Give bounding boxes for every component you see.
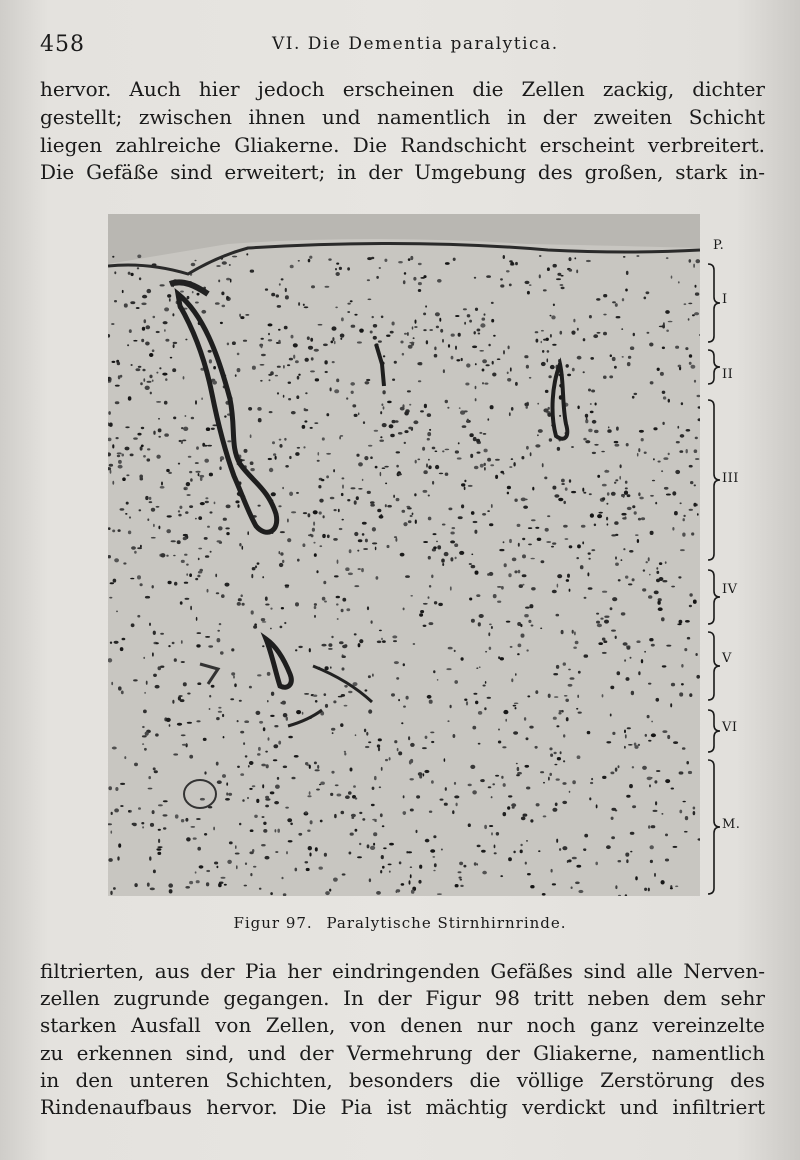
layer-label-p: P. xyxy=(713,238,725,253)
layer-bracket xyxy=(708,400,720,560)
layer-label-iv: IV xyxy=(722,582,738,597)
layer-label-i: I xyxy=(722,292,728,307)
layer-bracket xyxy=(708,632,720,700)
layer-label-vi: VI xyxy=(722,720,738,735)
figure-caption xyxy=(0,914,800,932)
text-line: zellen zugrunde gegangen. In der Figur 98 tritt neben dem sehr xyxy=(40,986,765,1011)
layer-brackets xyxy=(700,214,730,896)
micrograph-figure xyxy=(108,214,700,896)
text-line: in den unteren Schichten, besonders die völlige Zerstörung des xyxy=(40,1067,765,1092)
cortex-micrograph-image xyxy=(108,214,700,896)
layer-label-m: M. xyxy=(722,817,741,832)
text-line: Die Gefäße sind erweitert; in der Umgebung des großen, stark in- xyxy=(40,160,765,185)
text-line: liegen zahlreiche Gliakerne. Die Randschicht erscheint verbreitert. xyxy=(40,132,765,157)
figure-title: Paralytische Stirnhirnrinde. xyxy=(326,914,567,932)
body-text-bottom xyxy=(40,958,765,1121)
layer-bracket xyxy=(708,570,720,624)
figure-number: Figur 97. xyxy=(233,914,313,932)
text-line: zu erkennen sind, und der Vermehrung der Gliakerne, namentlich xyxy=(40,1040,765,1065)
layer-bracket xyxy=(708,760,720,894)
layer-bracket xyxy=(708,710,720,752)
layer-label-iii: III xyxy=(722,471,739,486)
text-line: starken Ausfall von Zellen, von denen nur noch ganz vereinzelte xyxy=(40,1013,765,1038)
layer-label-v: V xyxy=(722,651,732,666)
running-head xyxy=(0,30,800,60)
body-text-top xyxy=(40,76,765,187)
chapter-title: VI. Die Dementia paralytica. xyxy=(272,34,559,54)
text-line: gestellt; zwischen ihnen und namentlich in der zweiten Schicht xyxy=(40,104,765,129)
layer-bracket xyxy=(708,350,720,384)
page-number: 458 xyxy=(40,32,85,57)
text-line: filtrierten, aus der Pia her eindringenden Gefäßes sind alle Nerven- xyxy=(40,959,765,983)
text-line: Rindenaufbaus hervor. Die Pia ist mächtig verdickt und infiltriert xyxy=(40,1095,765,1120)
layer-label-ii: II xyxy=(722,367,734,382)
layer-bracket xyxy=(708,264,720,342)
cortex-layer-labels xyxy=(700,214,800,896)
text-line: hervor. Auch hier jedoch erscheinen die Zellen zackig, dichter xyxy=(40,77,765,101)
